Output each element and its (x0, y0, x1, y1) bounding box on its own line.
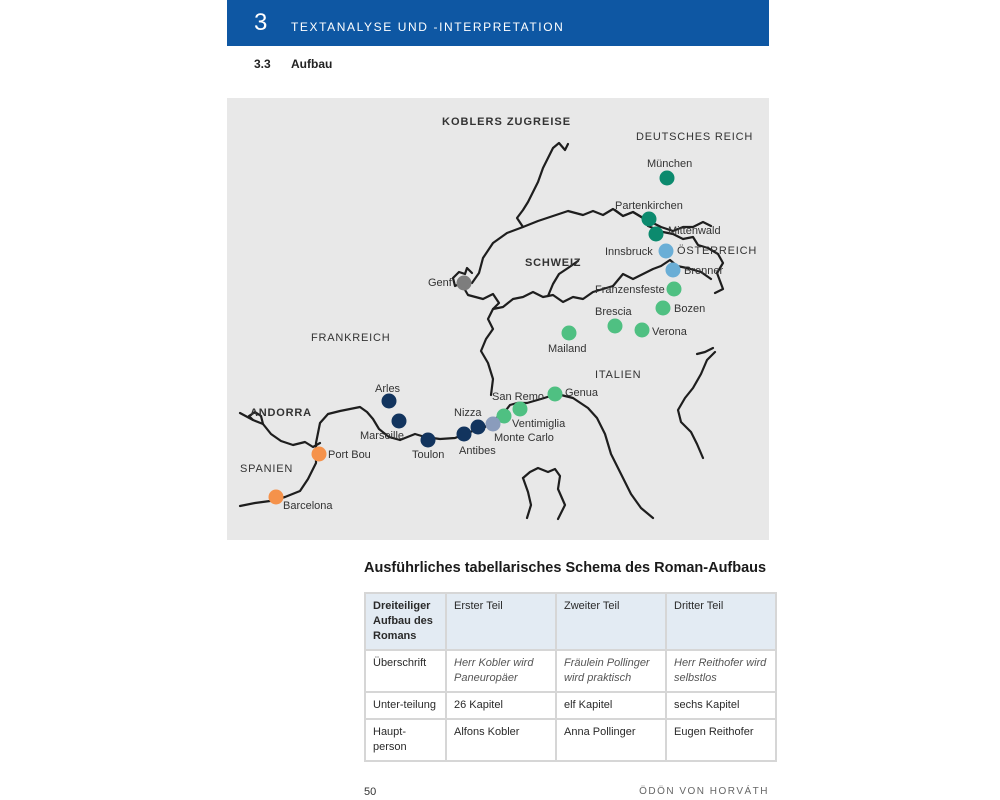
city-label-brescia: Brescia (595, 306, 632, 318)
marker-san-remo (513, 402, 528, 417)
section-title: Aufbau (291, 57, 333, 71)
section-number: 3.3 (254, 57, 271, 71)
marker-innsbruck (659, 244, 674, 259)
table-cell: 26 Kapitel (446, 692, 556, 719)
city-label-franzensfeste: Franzensfeste (595, 284, 665, 296)
city-label-antibes: Antibes (459, 445, 496, 457)
page-number: 50 (364, 786, 377, 798)
city-label-monte-carlo: Monte Carlo (494, 432, 554, 444)
coast-liguria (557, 394, 653, 518)
map-title: KOBLERS ZUGREISE (442, 116, 572, 128)
table-cell: Herr Kobler wird Paneuropäer (446, 650, 556, 692)
chapter-number: 3 (254, 9, 268, 36)
city-label-genf: Genf (428, 277, 452, 289)
city-label-toulon: Toulon (412, 449, 445, 461)
city-label-san-remo: San Remo (492, 391, 544, 403)
city-label-muenchen: München (647, 158, 693, 170)
marker-muenchen (660, 171, 675, 186)
table-cell: Anna Pollinger (556, 719, 666, 761)
table-row (365, 719, 776, 761)
marker-port-bou (312, 447, 327, 462)
marker-partenkirchen (642, 212, 657, 227)
city-label-mailand: Mailand (548, 343, 587, 355)
route-map (227, 98, 769, 540)
country-label-spanien: SPANIEN (240, 463, 294, 475)
table-row (365, 650, 776, 692)
marker-bozen (656, 301, 671, 316)
table-cell: Fräulein Pollinger wird praktisch (556, 650, 666, 692)
coast-adriatic-north (697, 348, 713, 354)
marker-antibes (457, 427, 472, 442)
city-label-brenner: Brenner (684, 265, 724, 277)
city-label-innsbruck: Innsbruck (605, 246, 653, 258)
table-header-cell: Zweiter Teil (556, 593, 666, 650)
table-header-row (365, 593, 776, 650)
marker-arles (382, 394, 397, 409)
route-map-svg (227, 98, 769, 540)
chapter-header-bar (227, 0, 769, 46)
table-cell: elf Kapitel (556, 692, 666, 719)
city-label-partenkirchen: Partenkirchen (615, 200, 683, 212)
country-label-schweiz: SCHWEIZ (525, 257, 582, 269)
row-label: Überschrift (365, 650, 446, 692)
marker-toulon (421, 433, 436, 448)
country-label-andorra: ANDORRA (250, 407, 312, 419)
coast-corsica-west (523, 478, 531, 518)
country-label-deutsches-reich: DEUTSCHES REICH (636, 131, 754, 143)
city-label-barcelona: Barcelona (283, 500, 333, 512)
running-footer-author: ÖDÖN VON HORVÁTH (639, 786, 769, 797)
coast-adriatic (678, 352, 715, 458)
row-label: Unter-teilung (365, 692, 446, 719)
marker-monte-carlo (486, 417, 501, 432)
structure-table (364, 592, 777, 762)
city-label-marseille: Marseille (360, 430, 405, 442)
marker-marseille (392, 414, 407, 429)
city-label-bozen: Bozen (674, 303, 706, 315)
chapter-title: TEXTANALYSE UND -INTERPRETATION (291, 20, 565, 34)
marker-verona (635, 323, 650, 338)
marker-mittenwald (649, 227, 664, 242)
city-label-nizza: Nizza (454, 407, 482, 419)
table-cell: Eugen Reithofer (666, 719, 776, 761)
marker-genua (548, 387, 563, 402)
marker-genf (457, 276, 472, 291)
city-label-port-bou: Port Bou (328, 449, 371, 461)
table-header-cell: Dritter Teil (666, 593, 776, 650)
table-cell: Herr Reithofer wird selbstlos (666, 650, 776, 692)
table-header-cell: Dreiteiliger Aufbau des Romans (365, 593, 446, 650)
marker-barcelona (269, 490, 284, 505)
border-italy-switzerland (461, 283, 499, 395)
city-label-ventimiglia: Ventimiglia (512, 418, 566, 430)
city-label-genua: Genua (565, 387, 599, 399)
row-label: Haupt-person (365, 719, 446, 761)
country-label-oesterreich: ÖSTERREICH (677, 245, 758, 257)
country-label-italien: ITALIEN (595, 369, 642, 381)
city-label-verona: Verona (652, 326, 687, 338)
country-label-frankreich: FRANKREICH (311, 332, 391, 344)
marker-franzensfeste (667, 282, 682, 297)
table-row (365, 692, 776, 719)
marker-brenner (666, 263, 681, 278)
table-heading: Ausführliches tabellarisches Schema des Roman-Aufbaus (364, 560, 767, 576)
table-header-cell: Erster Teil (446, 593, 556, 650)
city-label-mittenwald: Mittenwald (668, 225, 721, 237)
table-cell: sechs Kapitel (666, 692, 776, 719)
table-cell: Alfons Kobler (446, 719, 556, 761)
city-label-arles: Arles (375, 383, 401, 395)
marker-brescia (608, 319, 623, 334)
marker-nizza (471, 420, 486, 435)
marker-mailand (562, 326, 577, 341)
